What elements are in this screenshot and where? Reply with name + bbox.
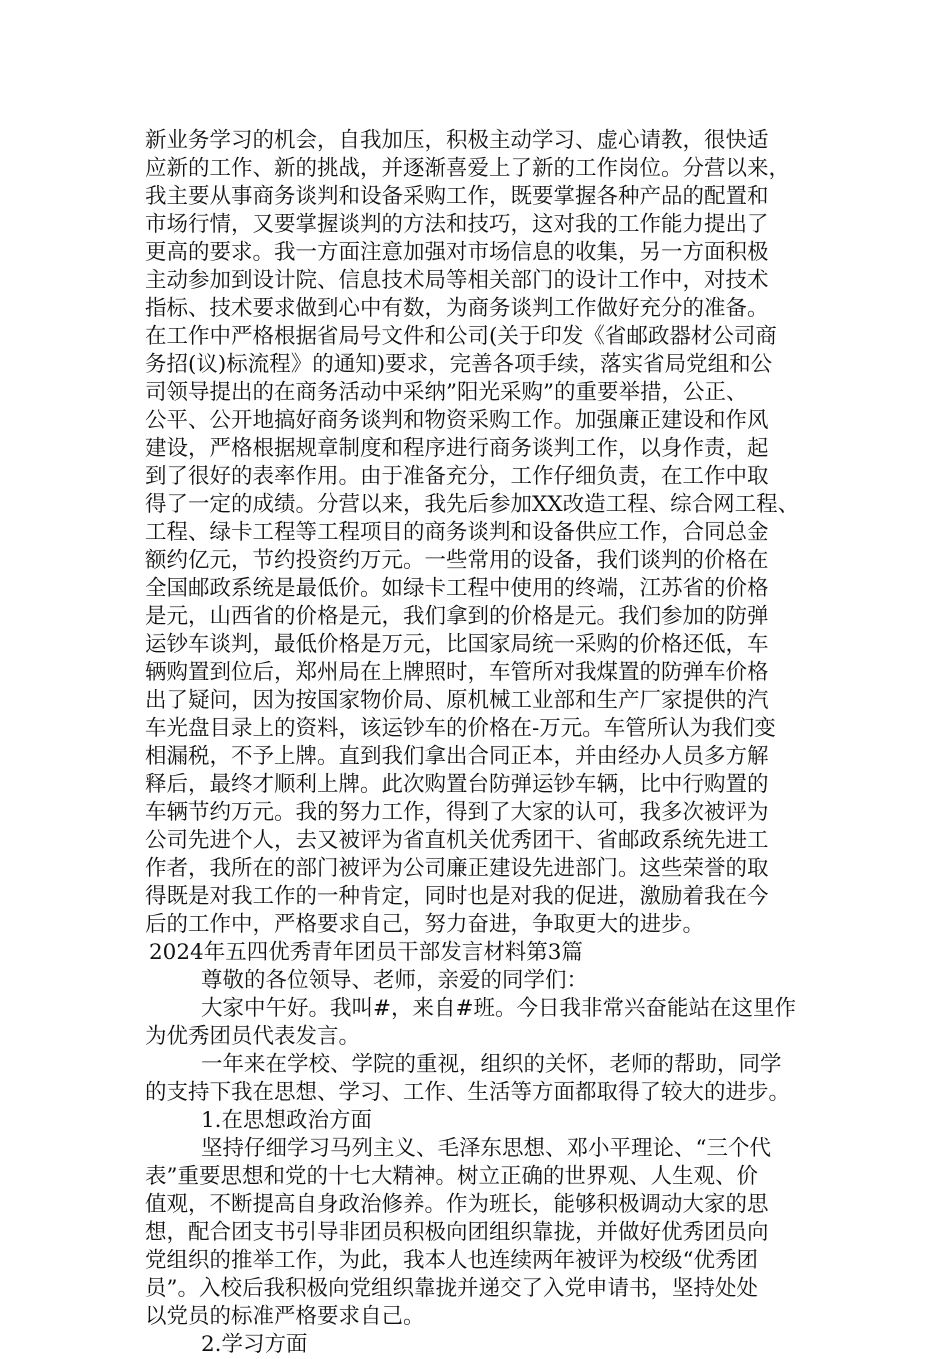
text-line: 值观，不断提高自身政治修养。作为班长，能够积极调动大家的思 — [145, 1192, 769, 1217]
text-line: 新业务学习的机会，自我加压，积极主动学习、虚心请教，很快适 — [145, 128, 769, 153]
heading-study: 2.学习方面 — [201, 1332, 308, 1357]
text-line: 辆购置到位后，郑州局在上牌照时，车管所对我煤置的防弹车价格 — [145, 660, 769, 685]
text-line: 作者，我所在的部门被评为公司廉正建设先进部门。这些荣誉的取 — [145, 856, 769, 881]
text-line: 司领导提出的在商务活动中采纳”阳光采购”的重要举措，公正、 — [145, 380, 748, 405]
text-line: 应新的工作、新的挑战，并逐渐喜爱上了新的工作岗位。分营以来， — [145, 156, 791, 181]
text-line: 大家中午好。我叫#，来自#班。今日我非常兴奋能站在这里作 — [201, 996, 797, 1021]
paragraph-work-summary — [145, 127, 821, 939]
text-line: 市场行情，又要掌握谈判的方法和技巧，这对我的工作能力提出了 — [145, 212, 769, 237]
text-line: 后的工作中，严格要求自己，努力奋进，争取更大的进步。 — [145, 912, 705, 937]
document-page — [145, 127, 821, 1359]
text-line: 一年来在学校、学院的重视，组织的关怀，老师的帮助，同学 — [201, 1052, 782, 1077]
text-line: 坚持仔细学习马列主义、毛泽东思想、邓小平理论、“三个代 — [201, 1136, 771, 1161]
paragraph-summary — [145, 1051, 821, 1107]
text-line: 相漏税，不予上牌。直到我们拿出合同正本，并由经办人员多方解 — [145, 744, 769, 769]
text-line: 释后，最终才顺利上牌。此次购置台防弹运钞车辆，比中行购置的 — [145, 772, 769, 797]
text-line: 得了一定的成绩。分营以来，我先后参加XX改造工程、综合网工程、 — [145, 492, 800, 517]
text-line: 想，配合团支书引导非团员积极向团组织靠拢，并做好优秀团员向 — [145, 1220, 769, 1245]
text-line: 到了很好的表率作用。由于准备充分，工作仔细负责，在工作中取 — [145, 464, 769, 489]
text-line: 主动参加到设计院、信息技术局等相关部门的设计工作中，对技术 — [145, 268, 769, 293]
text-line: 全国邮政系统是最低价。如绿卡工程中使用的终端，江苏省的价格 — [145, 576, 769, 601]
text-line: 为优秀团员代表发言。 — [145, 1024, 361, 1049]
text-line: 员”。入校后我积极向党组织靠拢并递交了入党申请书，坚持处处 — [145, 1276, 758, 1301]
text-line: 更高的要求。我一方面注意加强对市场信息的收集，另一方面积极 — [145, 240, 769, 265]
text-line: 建设，严格根据规章制度和程序进行商务谈判工作，以身作责，起 — [145, 436, 769, 461]
text-line: 在工作中严格根据省局号文件和公司(关于印发《省邮政器材公司商 — [145, 324, 777, 349]
text-line: 车光盘目录上的资料，该运钞车的价格在-万元。车管所认为我们变 — [145, 716, 776, 741]
text-line: 以党员的标准严格要求自己。 — [145, 1304, 425, 1329]
paragraph-politics — [145, 1135, 821, 1331]
text-line: 出了疑问，因为按国家物价局、原机械工业部和生产厂家提供的汽 — [145, 688, 769, 713]
text-line: 工程、绿卡工程等工程项目的商务谈判和设备供应工作，合同总金 — [145, 520, 769, 545]
text-line: 公平、公开地搞好商务谈判和物资采购工作。加强廉正建设和作风 — [145, 408, 769, 433]
text-line: 公司先进个人，去又被评为省直机关优秀团干、省邮政系统先进工 — [145, 828, 769, 853]
text-line: 车辆节约万元。我的努力工作，得到了大家的认可，我多次被评为 — [145, 800, 769, 825]
text-line: 运钞车谈判，最低价格是万元，比国家局统一采购的价格还低，车 — [145, 632, 769, 657]
text-line: 表”重要思想和党的十七大精神。树立正确的世界观、人生观、价 — [145, 1164, 758, 1189]
section-title: 2024年五四优秀青年团员干部发言材料第3篇 — [149, 940, 583, 965]
paragraph-intro — [145, 995, 821, 1051]
text-line: 务招(议)标流程》的通知)要求，完善各项手续，落实省局党组和公 — [145, 352, 773, 377]
greeting: 尊敬的各位领导、老师，亲爱的同学们： — [201, 968, 589, 993]
text-line: 党组织的推举工作，为此，我本人也连续两年被评为校级“优秀团 — [145, 1248, 758, 1273]
text-line: 我主要从事商务谈判和设备采购工作，既要掌握各种产品的配置和 — [145, 184, 769, 209]
text-line: 的支持下我在思想、学习、工作、生活等方面都取得了较大的进步。 — [145, 1080, 791, 1105]
text-line: 额约亿元，节约投资约万元。一些常用的设备，我们谈判的价格在 — [145, 548, 769, 573]
text-line: 指标、技术要求做到心中有数，为商务谈判工作做好充分的准备。 — [145, 296, 769, 321]
heading-politics: 1.在思想政治方面 — [201, 1108, 373, 1133]
text-line: 得既是对我工作的一种肯定，同时也是对我的促进，激励着我在今 — [145, 884, 769, 909]
text-line: 是元，山西省的价格是元，我们拿到的价格是元。我们参加的防弹 — [145, 604, 769, 629]
